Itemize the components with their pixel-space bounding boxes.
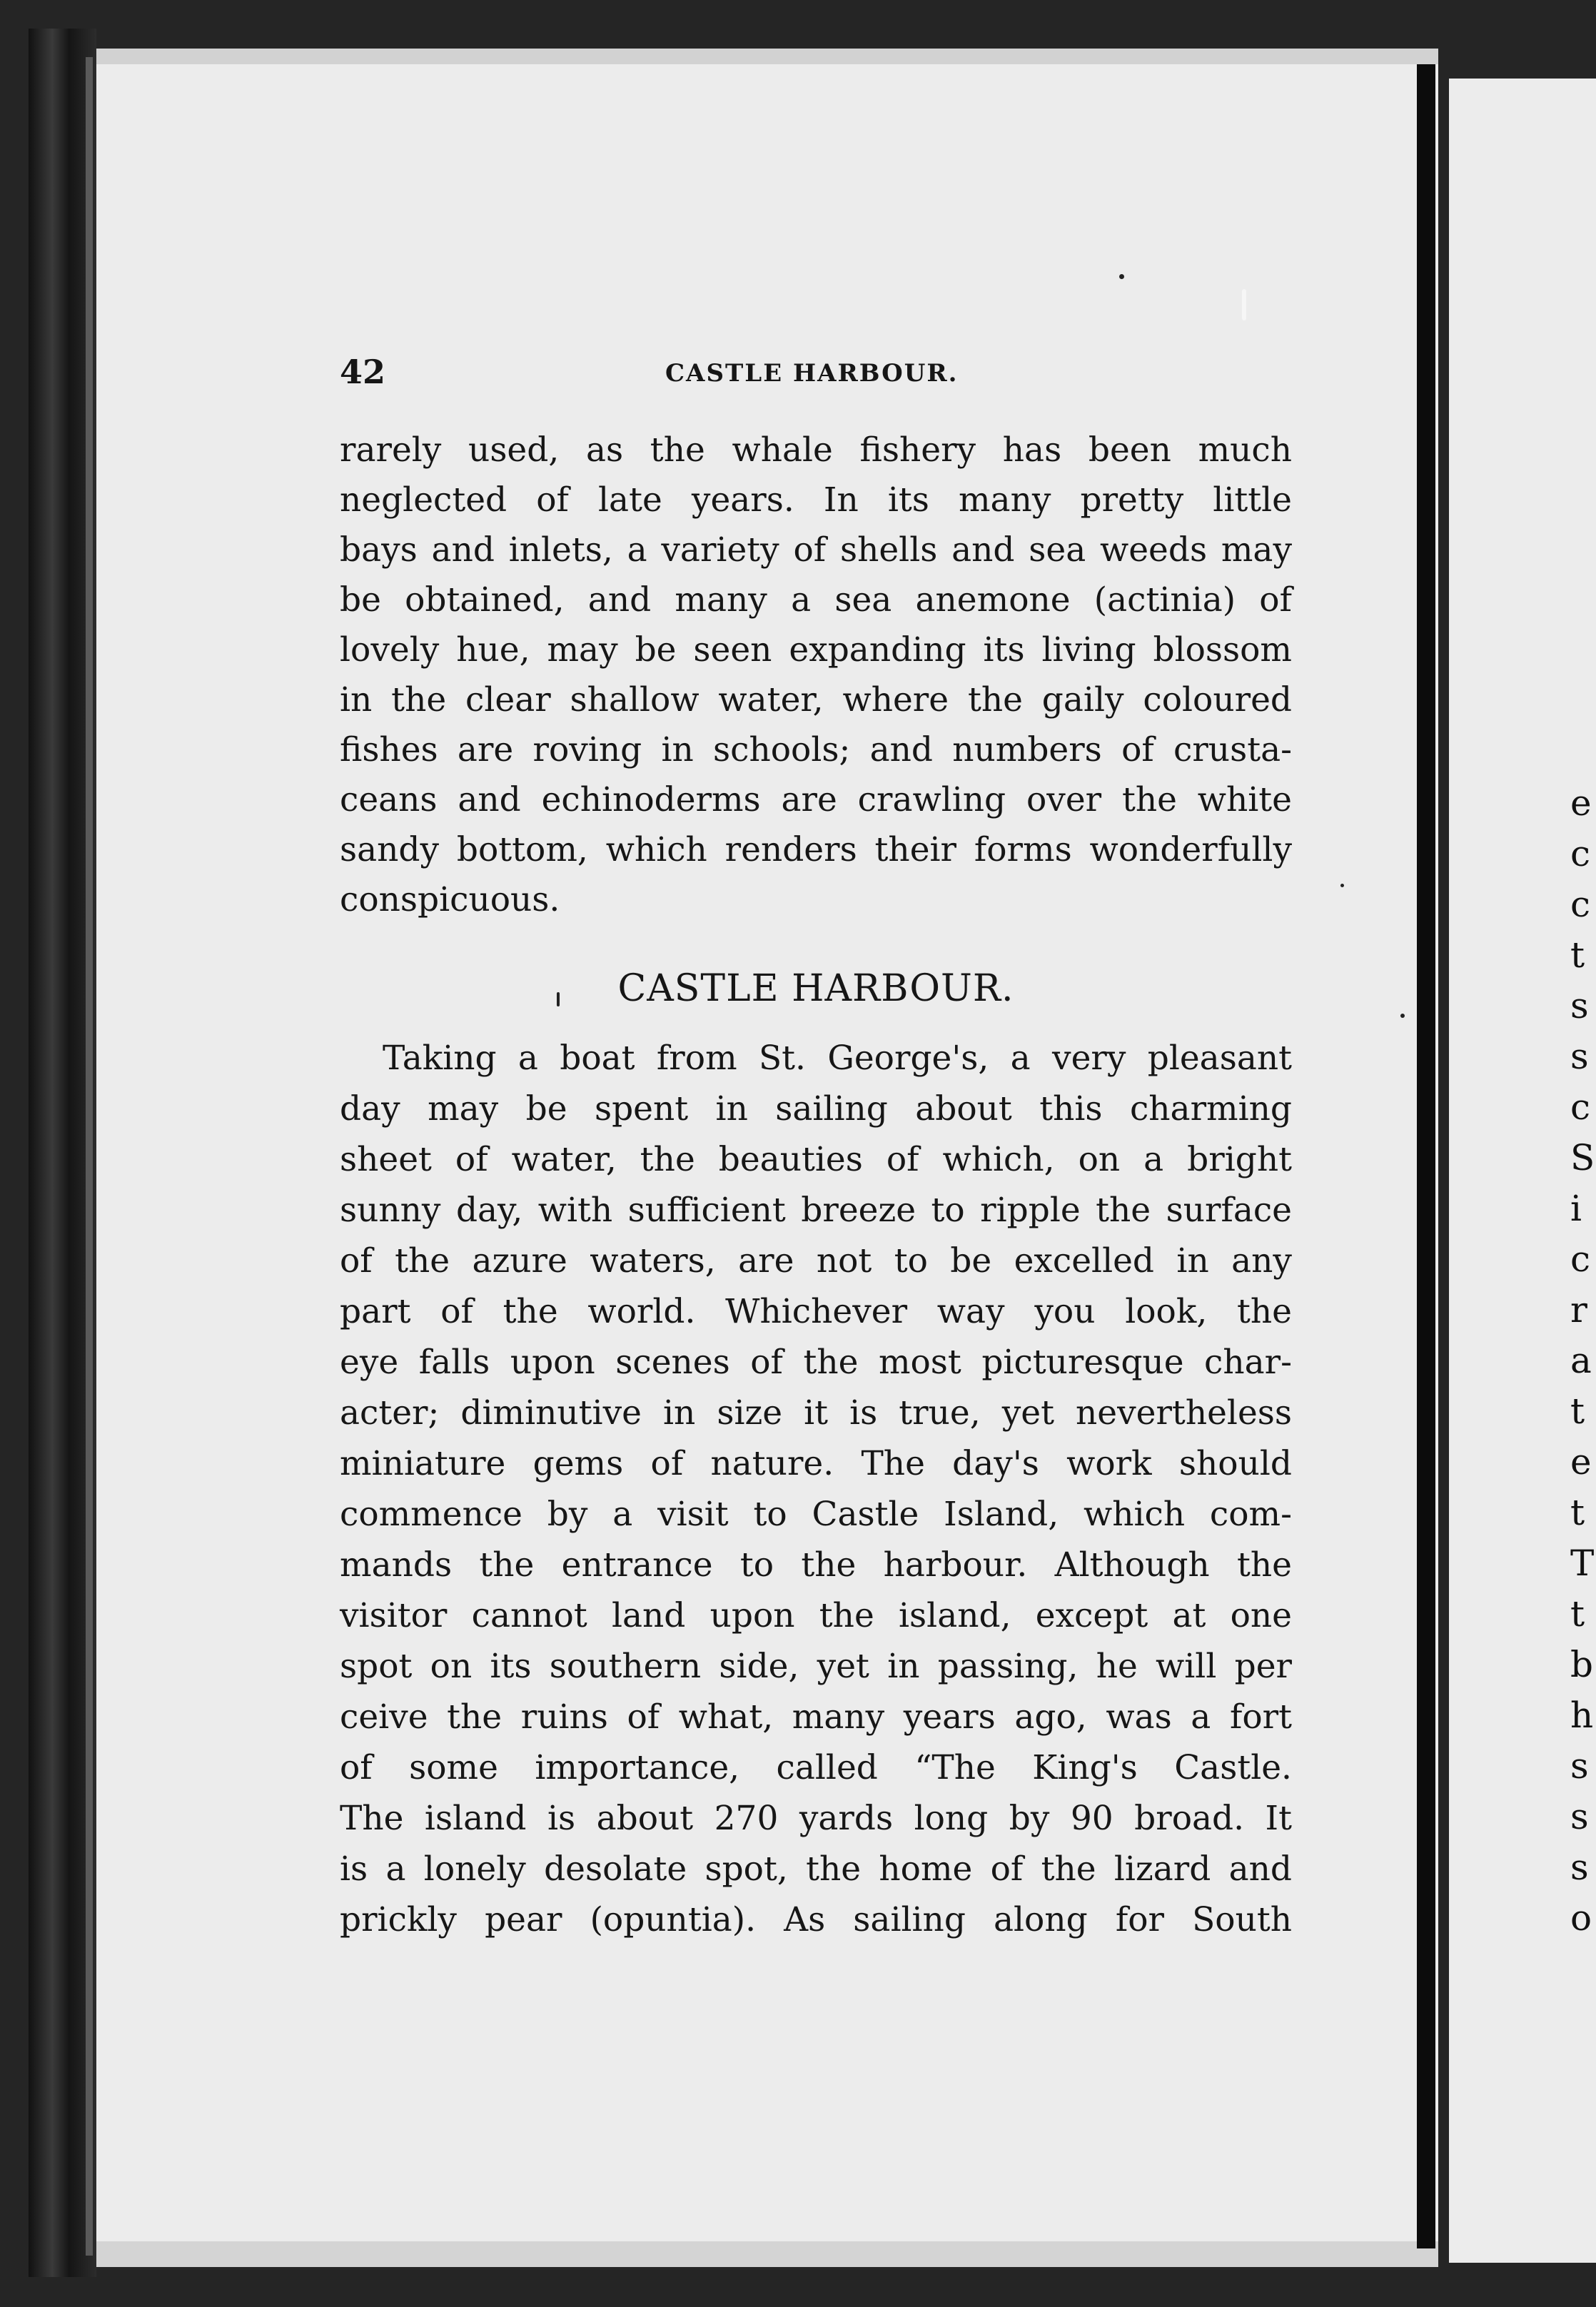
text-line: ceive the ruins of what, many years ago, was a fort	[340, 1697, 1292, 1737]
text-line: visitor cannot land upon the island, except at one	[340, 1596, 1292, 1635]
facing-page-fragment: s	[1570, 985, 1589, 1026]
text-line: is a lonely desolate spot, the home of the lizard and	[340, 1849, 1292, 1889]
text-line: rarely used, as the whale fishery has been much	[340, 430, 1292, 470]
text-line: conspicuous.	[340, 880, 560, 919]
binding-edge-line	[86, 57, 93, 2256]
facing-page-fragment: s	[1570, 1745, 1589, 1787]
facing-page-fragment: t	[1570, 1390, 1585, 1432]
text-line: bays and inlets, a variety of shells and sea weeds may	[340, 530, 1292, 570]
facing-page-fragment: o	[1570, 1897, 1592, 1939]
facing-page-fragment: T	[1570, 1543, 1595, 1584]
text-line: neglected of late years. In its many pretty little	[340, 480, 1292, 520]
facing-page-fragment: a	[1570, 1340, 1592, 1381]
page-top-edge	[96, 49, 1438, 64]
page-number: 42	[340, 353, 386, 391]
text-line: commence by a visit to Castle Island, which com-	[340, 1495, 1292, 1534]
facing-page-fragment: s	[1570, 1796, 1589, 1837]
facing-page-fragment: s	[1570, 1847, 1589, 1888]
scan-speck	[1119, 274, 1124, 279]
text-line: spot on its southern side, yet in passing, he will per	[340, 1647, 1292, 1686]
text-line: sandy bottom, which renders their forms wonderfully	[340, 830, 1292, 869]
text-line: sheet of water, the beauties of which, on a bright	[340, 1140, 1292, 1179]
page-bottom-edge	[96, 2241, 1438, 2267]
text-line: be obtained, and many a sea anemone (actinia) of	[340, 580, 1292, 620]
text-line: miniature gems of nature. The day's work should	[340, 1444, 1292, 1483]
text-line: The island is about 270 yards long by 90 broad. It	[340, 1799, 1292, 1838]
section-heading: CASTLE HARBOUR.	[617, 967, 1014, 1010]
text-line: sunny day, with sufficient breeze to ripple the surface	[340, 1191, 1292, 1230]
scan-speck	[1340, 884, 1344, 887]
facing-page-fragment: e	[1570, 1441, 1592, 1483]
text-line: eye falls upon scenes of the most picturesque char-	[340, 1343, 1292, 1382]
text-line: mands the entrance to the harbour. Although the	[340, 1545, 1292, 1585]
facing-page-fragment: c	[1570, 1086, 1591, 1128]
facing-page-fragment: r	[1570, 1289, 1587, 1331]
page-gutter	[1417, 64, 1435, 2248]
facing-page-fragment: t	[1570, 1593, 1585, 1635]
running-title: CASTLE HARBOUR.	[665, 359, 959, 388]
facing-page-fragment: c	[1570, 884, 1591, 925]
scan-speck	[1400, 1014, 1405, 1018]
text-line: lovely hue, may be seen expanding its living blossom	[340, 630, 1292, 670]
facing-page-fragment: c	[1570, 1238, 1591, 1280]
text-line: fishes are roving in schools; and numbers of crusta-	[340, 730, 1292, 769]
facing-page-fragment: t	[1570, 934, 1585, 976]
facing-page-strip	[1449, 79, 1596, 2263]
scan-scratch	[1242, 289, 1246, 320]
facing-page-fragment: h	[1570, 1695, 1594, 1736]
facing-page-fragment: i	[1570, 1188, 1582, 1229]
text-line: day may be spent in sailing about this charming	[340, 1089, 1292, 1129]
facing-page-fragment: S	[1570, 1137, 1595, 1178]
text-line: acter; diminutive in size it is true, yet nevertheless	[340, 1393, 1292, 1433]
text-line: prickly pear (opuntia). As sailing along for South	[340, 1900, 1292, 1939]
running-head	[340, 353, 1296, 395]
facing-page-fragment: s	[1570, 1036, 1589, 1077]
text-line: of some importance, called “The King's Castle.	[340, 1748, 1292, 1787]
facing-page-fragment: c	[1570, 833, 1591, 874]
text-line: of the azure waters, are not to be excelled in any	[340, 1241, 1292, 1281]
text-line: part of the world. Whichever way you look, the	[340, 1292, 1292, 1331]
text-line: in the clear shallow water, where the gaily coloured	[340, 680, 1292, 720]
facing-page-fragment: t	[1570, 1492, 1585, 1533]
facing-page-fragment: e	[1570, 782, 1592, 824]
scan-speck	[557, 992, 560, 1006]
facing-page-fragment: b	[1570, 1644, 1594, 1685]
text-line: ceans and echinoderms are crawling over the white	[340, 780, 1292, 819]
text-line: Taking a boat from St. George's, a very pleasant	[383, 1039, 1292, 1078]
